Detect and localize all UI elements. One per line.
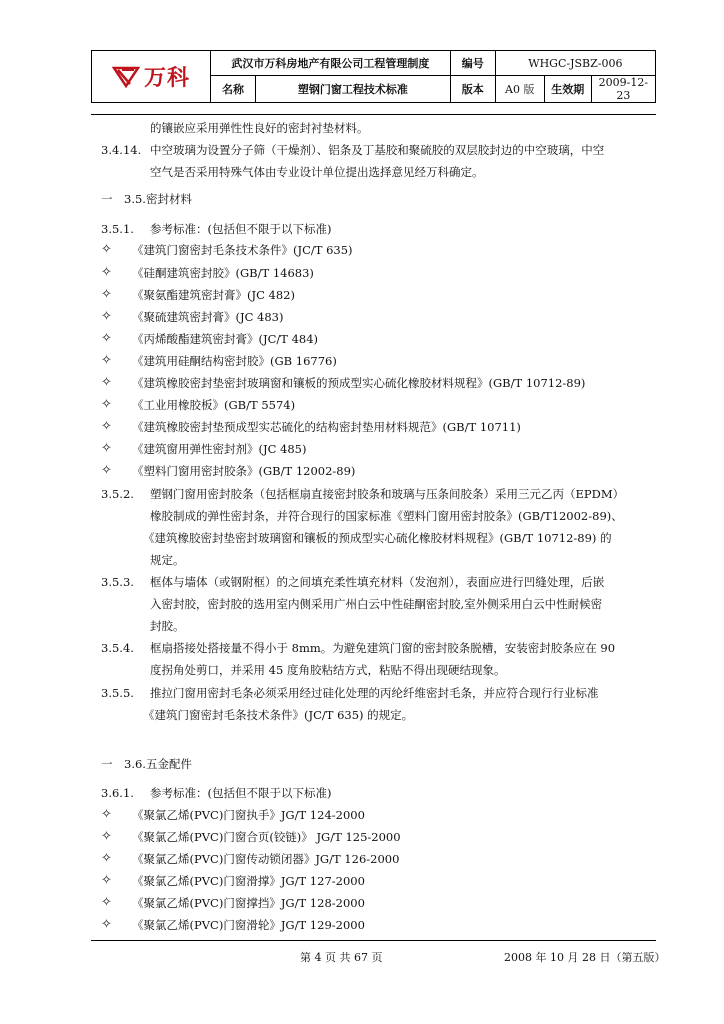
clause-number: 3.5.3. [101,575,134,589]
footer-rule [91,940,656,941]
standard-text: 《硅酮建筑密封胶》(GB/T 14683) [132,266,314,280]
standard-text: 《聚氯乙烯(PVC)门窗传动锁闭器》JG/T 126-2000 [132,852,400,866]
clause-text: 入密封胶，密封胶的选用室内侧采用广州白云中性硅酮密封胶,室外侧采用白云中性耐候密 [150,597,603,611]
clause-text: 《建筑橡胶密封垫密封玻璃窗和镶板的预成型实心硫化橡胶材料规程》(GB/T 10712-89) 的 [143,531,612,545]
clause-text: 规定。 [150,553,185,567]
clause-text: 推拉门窗用密封毛条必须采用经过硅化处理的丙纶纤维密封毛条，并应符合现行行业标准 [150,686,599,700]
standard-text: 《建筑窗用弹性密封剂》(JC 485) [132,442,307,456]
standard-text: 《聚氨酯建筑密封膏》(JC 482) [132,288,295,302]
section-heading-3-6: 一 3.6.五金配件 [101,757,192,771]
clause-text: 封胶。 [150,619,185,633]
clause-number: 3.5.5. [101,686,134,700]
clause-number: 3.4.14. [101,143,142,157]
clause-text: 框体与墙体（或钢附框）的之间填充柔性填充材料（发泡剂），表面应进行凹缝处理，后嵌 [150,575,605,589]
clause-text: 空气是否采用特殊气体由专业设计单位提出选择意见经万科确定。 [150,165,484,179]
clause-number: 3.6.1. [101,786,134,800]
effective-value: 2009-12-23 [591,76,655,103]
bullet-icon: ✧ [101,807,112,822]
vanke-logo [92,61,210,92]
header-rule [91,114,656,115]
standard-text: 《聚氯乙烯(PVC)门窗滑撑》JG/T 127-2000 [132,874,365,888]
name-value: 塑钢门窗工程技术标准 [256,76,451,103]
bullet-icon: ✧ [101,353,112,368]
footer-date: 2008 年 10 月 28 日（第五版） [504,951,666,964]
standard-text: 《建筑橡胶密封垫密封玻璃窗和镶板的预成型实心硫化橡胶材料规程》(GB/T 10712-89) [132,376,586,390]
standard-text: 《聚氯乙烯(PVC)门窗执手》JG/T 124-2000 [132,808,365,822]
standard-text: 《聚氯乙烯(PVC)门窗合页(铰链)》 JG/T 125-2000 [132,830,401,844]
bullet-icon: ✧ [101,309,112,324]
bullet-icon: ✧ [101,419,112,434]
version-value: A0 版 [495,76,544,103]
bullet-icon: ✧ [101,375,112,390]
page-number: 第 4 页 共 67 页 [300,951,383,964]
bullet-icon: ✧ [101,397,112,412]
bullet-icon: ✧ [101,917,112,932]
paragraph-continuation: 的镶嵌应采用弹性性良好的密封衬垫材料。 [150,121,369,135]
standard-text: 《工业用橡胶板》(GB/T 5574) [132,398,296,412]
code-label: 编号 [450,51,495,76]
clause-number: 3.5.2. [101,487,134,501]
clause-text: 橡胶制成的弹性密封条，并符合现行的国家标准《塑料门窗用密封胶条》(GB/T12002-89)、 [150,509,623,523]
standard-text: 《建筑橡胶密封垫预成型实芯硫化的结构密封垫用材料规范》(GB/T 10711) [132,420,521,434]
standard-text: 《聚氯乙烯(PVC)门窗滑轮》JG/T 129-2000 [132,918,365,932]
clause-number: 3.5.1. [101,222,134,236]
code-value: WHGC-JSBZ-006 [495,51,655,76]
name-label: 名称 [211,76,256,103]
bullet-icon: ✧ [101,873,112,888]
standard-text: 《塑料门窗用密封胶条》(GB/T 12002-89) [132,464,356,478]
document-header [91,50,656,100]
clause-text: 参考标准：(包括但不限于以下标准) [150,786,332,800]
clause-text: 度拐角处剪口，并采用 45 度角胶粘结方式，粘贴不得出现硬结现象。 [150,663,506,677]
clause-text: 框扇搭接处搭接量不得小于 8mm。为避免建筑门窗的密封胶条脱槽，安装密封胶条应在 90 [150,641,616,655]
vanke-logo-icon [112,66,140,88]
effective-label: 生效期 [544,76,591,103]
standard-text: 《丙烯酸酯建筑密封膏》(JC/T 484) [132,332,319,346]
bullet-icon: ✧ [101,287,112,302]
bullet-icon: ✧ [101,851,112,866]
clause-text: 中空玻璃为设置分子筛（干燥剂）、铝条及丁基胶和聚硫胶的双层胶封边的中空玻璃，中空 [150,143,605,157]
company-title: 武汉市万科房地产有限公司工程管理制度 [211,51,451,76]
bullet-icon: ✧ [101,895,112,910]
bullet-icon: ✧ [101,265,112,280]
bullet-icon: ✧ [101,331,112,346]
standard-text: 《建筑用硅酮结构密封胶》(GB 16776) [132,354,337,368]
section-heading-3-5: 一 3.5.密封材料 [101,192,192,206]
bullet-icon: ✧ [101,441,112,456]
clause-text: 参考标准：(包括但不限于以下标准) [150,222,332,236]
clause-text: 塑钢门窗用密封胶条（包括框扇直接密封胶条和玻璃与压条间胶条）采用三元乙丙（EPDM） [150,487,625,501]
standard-text: 《聚氯乙烯(PVC)门窗撑挡》JG/T 128-2000 [132,896,365,910]
bullet-icon: ✧ [101,463,112,478]
version-label: 版本 [450,76,495,103]
bullet-icon: ✧ [101,242,112,257]
bullet-icon: ✧ [101,829,112,844]
clause-number: 3.5.4. [101,641,134,655]
standard-text: 《建筑门窗密封毛条技术条件》(JC/T 635) [132,243,353,257]
standard-text: 《聚硫建筑密封膏》(JC 483) [132,310,284,324]
clause-text: 《建筑门窗密封毛条技术条件》(JC/T 635) 的规定。 [143,708,414,722]
logo-cell [92,51,211,103]
logo-text: 万科 [143,66,190,91]
